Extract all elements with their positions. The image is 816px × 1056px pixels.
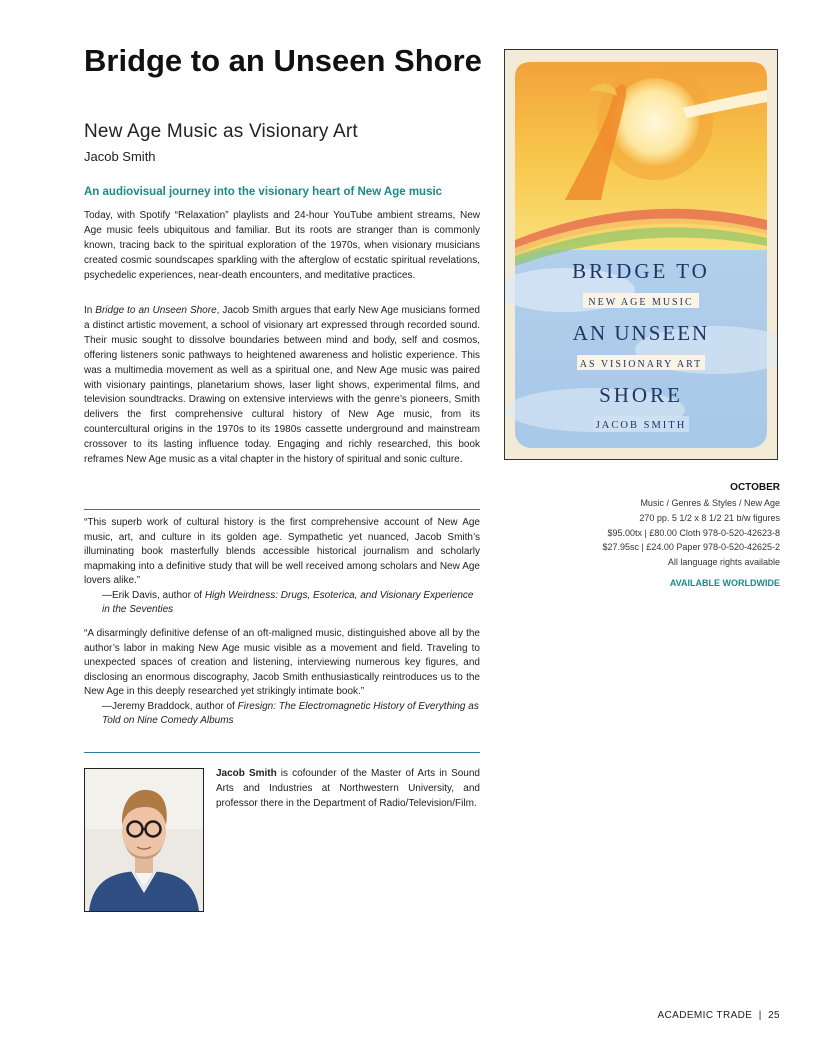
rights: All language rights available [667,557,780,567]
description-paragraph-2: In Bridge to an Unseen Shore, Jacob Smith argues that early New Age musicians formed a distinct artistic movement, a school of visionary art expressed through recorded sound. Their music sought to dissolve boundaries between mind and body, self and cosmos, offering listeners sonic pathways to heightened awareness and holistic experience. This was a multimedia movement as well as a spiritual one, and New Age music was paired with visionary paintings, planetarium shows, laser light shows, experimental films, and television soundtracks. Drawing on extensive interviews with the genre’s pioneers, Smith delivers the first comprehensive cultural history of New Age music, from its countercultural origins in the 1970s to its 1980s cassette underground and mainstream crossover to its lasting influence today. Engaging and richly researched, this book reframes New Age music as a vital chapter in the history of spiritual and sonic culture. [84,305,480,466]
cover-subtitle-band-1: NEW AGE MUSIC [588,297,694,308]
cover-title-line-1: BRIDGE TO [572,259,710,283]
author-photo [84,768,204,912]
book-subtitle: New Age Music as Visionary Art [84,121,358,142]
description-paragraph-1: Today, with Spotify “Relaxation” playlists and 24-hour YouTube ambient streams, New Age music feels ubiquitous and familiar. But its roots are stranger than is commonly known, tracing back to the spiritual exploration of the 1970s, when visionary musicians created cosmic soundscapes sparkling with the afterglow of ecstatic spiritual revelations, psychedelic experiences, near-death encounters, and meditative practices. [84,210,480,281]
book-title-inline: Bridge to an Unseen Shore [95,305,217,316]
quote-attribution: —Erik Davis, author of High Weirdness: Drugs, Esoterica, and Visionary Experience in the Seventies [102,589,474,615]
book-author: Jacob Smith [84,149,156,164]
page-footer: ACADEMIC TRADE | 25 [657,1010,780,1021]
cover-subtitle-band-2: AS VISIONARY ART [579,359,703,370]
availability: AVAILABLE WORLDWIDE [669,578,780,588]
cover-author: JACOB SMITH [595,420,687,431]
divider-bottom [84,752,480,753]
price-paper: $27.95sc | £24.00 Paper 978-0-520-42625-2 [602,542,780,552]
price-cloth: $95.00tx | £80.00 Cloth 978-0-520-42623-8 [607,528,780,538]
endorsement-quote-1 [84,516,480,618]
quote-text: “A disarmingly definitive defense of an oft-maligned music, distinguished above all by the author’s labor in making New Age music visible as a movement and field. Traveling to unexpected spaces of creation and listening, interviewing numerous key figures, and disclosing an enormous discography, Jacob Smith enthusiastically reintroduces us to the New Age in this deeply researched yet strikingly intimate book.” [84,628,480,697]
specs: 270 pp. 5 1/2 x 8 1/2 21 b/w figures [639,513,780,523]
cover-title-line-2: AN UNSEEN [572,321,710,345]
quote-attribution: —Jeremy Braddock, author of Firesign: The Electromagnetic History of Everything as Told on Nine Comedy Albums [102,700,479,726]
cover-title-line-3: SHORE [599,383,683,407]
category: Music / Genres & Styles / New Age [640,498,780,508]
quote-text: “This superb work of cultural history is the first comprehensive account of New Age music, art, and culture in its golden age. Sympathetic yet nuanced, Jacob Smith’s illuminating book masterfully blends accessible historical journalism and scholarly mapmaking into a definitive study that will be well received among scholars and New Age lovers alike.” [84,517,480,586]
book-cover [504,49,778,460]
lead-headline: An audiovisual journey into the visionary heart of New Age music [84,186,443,198]
divider-top [84,509,480,510]
author-bio: Jacob Smith is cofounder of the Master of Arts in Sound Arts and Industries at Northwestern University, and professor there in the Department of Radio/Television/Film. [216,768,480,809]
endorsement-quote-2 [84,627,480,729]
book-title: Bridge to an Unseen Shore [84,43,482,78]
author-bio-name: Jacob Smith [216,768,277,779]
pub-month: OCTOBER [730,482,780,493]
